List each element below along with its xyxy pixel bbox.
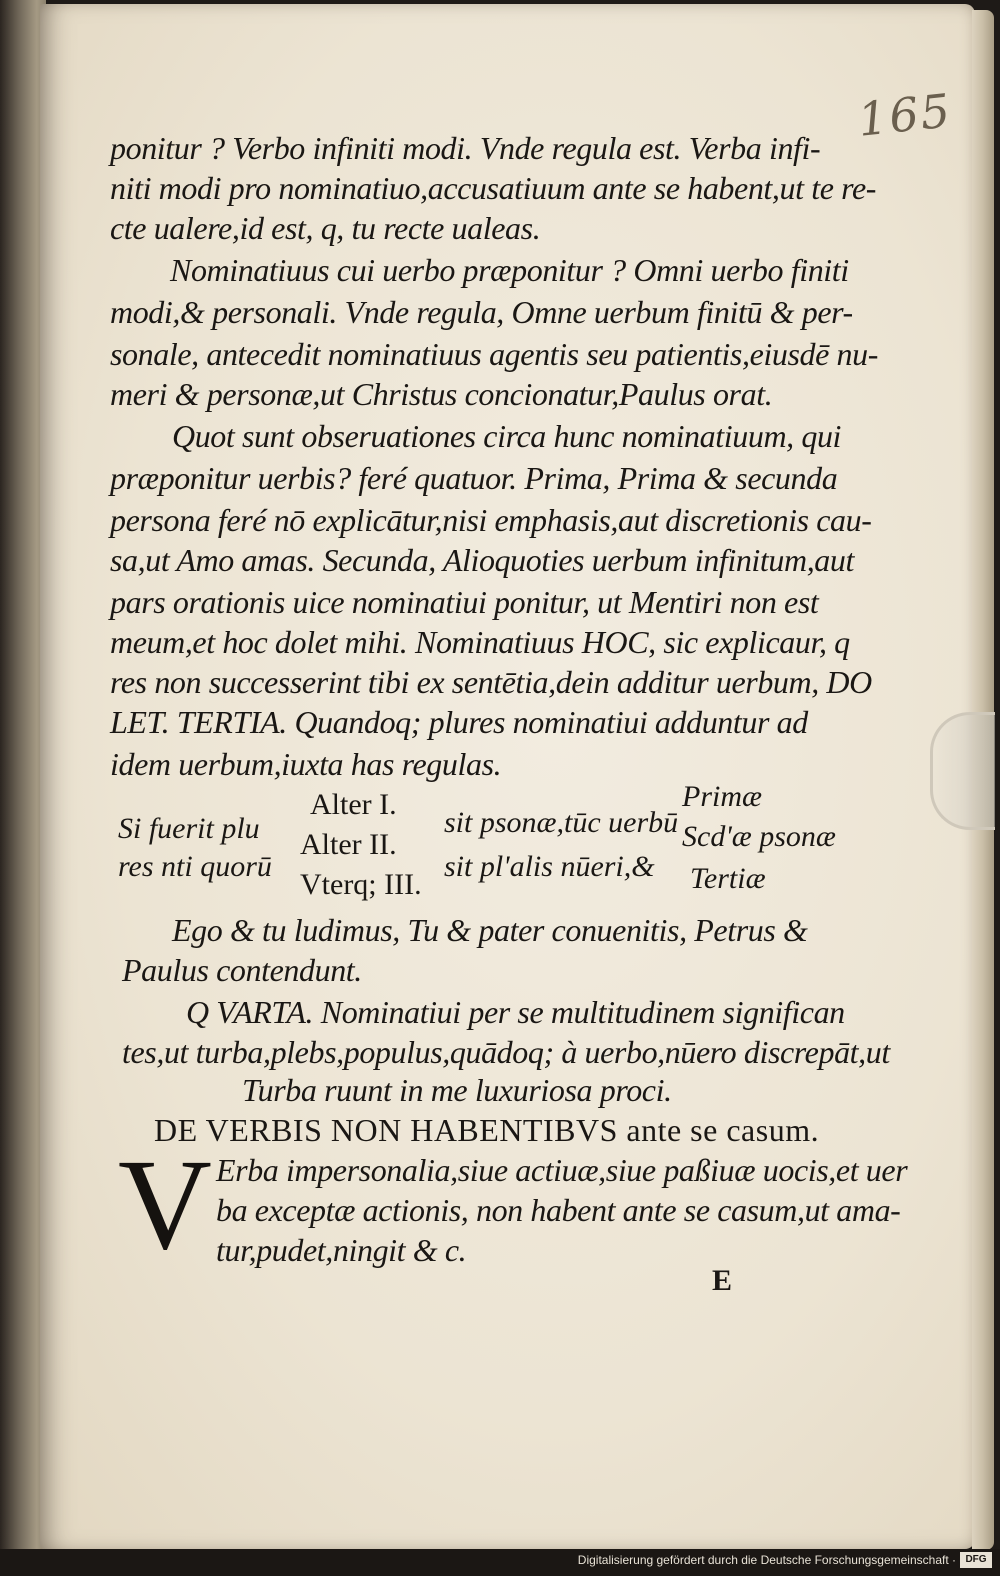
- text-line: præponitur uerbis? feré quatuor. Prima, Prima & secunda: [110, 460, 838, 496]
- section-text-line: ba exceptæ actionis, non habent ante se casum,ut ama-: [216, 1192, 901, 1228]
- rule-mid-1: Alter I.: [310, 788, 397, 821]
- rule-right-1: Primæ: [682, 780, 763, 813]
- text-line: Q VARTA. Nominatiui per se multitudinem significan: [186, 994, 845, 1030]
- section-text-line: tur,pudet,ningit & c.: [216, 1232, 467, 1268]
- text-line: pars orationis uice nominatiui ponitur, ut Mentiri non est: [110, 584, 819, 620]
- rule-left-2: res nti quorū: [118, 850, 272, 883]
- text-line: Paulus contendunt.: [122, 952, 362, 988]
- text-line: cte ualere,id est, q, tu recte ualeas.: [110, 210, 541, 246]
- text-line: modi,& personali. Vnde regula, Omne uerbum finitū & per-: [110, 294, 853, 330]
- decorated-initial: V: [118, 1133, 212, 1277]
- rule-verb-2: sit pl'alis nūeri,&: [444, 850, 655, 883]
- dfg-logo: DFG: [960, 1552, 992, 1568]
- rule-right-3: Tertiæ: [690, 862, 766, 895]
- rule-mid-2: Alter II.: [300, 828, 397, 861]
- text-line: sonale, antecedit nominatiuus agentis seu patientis,eiusdē nu-: [110, 336, 878, 372]
- text-line: persona feré nō explicātur,nisi emphasis,aut discretionis cau-: [110, 502, 872, 538]
- rule-verb-1: sit psonæ,tūc uerbū: [444, 806, 679, 839]
- text-line: sa,ut Amo amas. Secunda, Alioquoties uerbum infinitum,aut: [110, 542, 854, 578]
- footer-credit: Digitalisierung gefördert durch die Deutsche Forschungsgemeinschaft ·: [577, 1553, 956, 1567]
- text-line: Quot sunt obseruationes circa hunc nominatiuum, qui: [172, 418, 842, 454]
- text-line: idem uerbum,iuxta has regulas.: [110, 746, 502, 782]
- rule-right-2: Scd'æ psonæ: [682, 820, 836, 853]
- text-line: meum,et hoc dolet mihi. Nominatiuus HOC, sic explicaur, q: [110, 624, 850, 660]
- text-line: ponitur ? Verbo infiniti modi. Vnde regula est. Verba infi-: [110, 130, 821, 166]
- text-line: res non successerint tibi ex sentētia,dein additur uerbum, DO: [110, 664, 872, 700]
- signature-mark: E: [712, 1264, 733, 1297]
- rule-left-1: Si fuerit plu: [118, 812, 260, 845]
- page-clip: [930, 712, 995, 830]
- folio-number: 165: [855, 83, 955, 147]
- text-line: Nominatiuus cui uerbo præponitur ? Omni uerbo finiti: [170, 252, 849, 288]
- text-line: niti modi pro nominatiuo,accusatiuum ante se habent,ut te re-: [110, 170, 877, 206]
- text-line: LET. TERTIA. Quandoq; plures nominatiui adduntur ad: [110, 704, 808, 740]
- text-line: Turba ruunt in me luxuriosa proci.: [242, 1072, 672, 1108]
- rule-mid-3: Vterq; III.: [300, 868, 422, 901]
- section-text-line: Erba impersonalia,siue actiuæ,siue paßiuæ uocis,et uer: [216, 1152, 908, 1188]
- section-heading: DE VERBIS NON HABENTIBVS ante se casum.: [154, 1112, 820, 1148]
- text-line: Ego & tu ludimus, Tu & pater conuenitis, Petrus &: [172, 912, 808, 948]
- text-line: meri & personæ,ut Christus concionatur,Paulus orat.: [110, 376, 773, 412]
- text-line: tes,ut turba,plebs,populus,quādoq; à uerbo,nūero discrepāt,ut: [122, 1034, 890, 1070]
